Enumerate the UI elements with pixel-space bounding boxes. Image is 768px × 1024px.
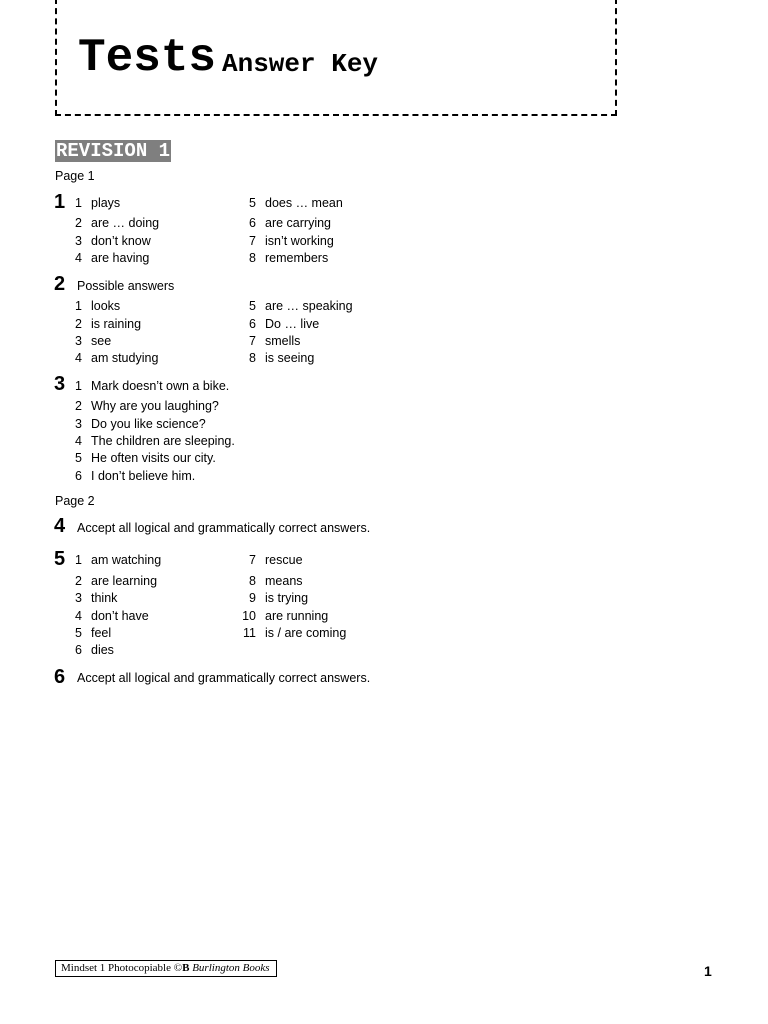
item-number: 1 xyxy=(75,553,82,567)
item-number: 4 xyxy=(75,251,82,265)
page-subtitle: Answer Key xyxy=(222,49,379,79)
answer-text: are learning xyxy=(91,574,158,588)
answer-text: dies xyxy=(91,643,114,657)
answer-text: looks xyxy=(91,299,121,313)
item-number: 5 xyxy=(75,626,82,640)
item-number: 1 xyxy=(75,379,82,393)
answer-text: Why are you laughing? xyxy=(91,399,219,413)
page-title: Tests xyxy=(78,32,217,84)
exercise-number-3: 3 xyxy=(54,373,66,395)
item-number: 2 xyxy=(75,216,82,230)
answer-text: Do … live xyxy=(265,317,320,331)
item-number: 11 xyxy=(243,626,256,640)
answer-text: is seeing xyxy=(265,351,315,365)
item-number: 5 xyxy=(75,451,82,465)
exercise-4-note: Accept all logical and grammatically correct answers. xyxy=(77,521,371,535)
item-number: 4 xyxy=(75,351,82,365)
answer-text: rescue xyxy=(265,553,303,567)
answer-text: are carrying xyxy=(265,216,331,230)
answer-text: is raining xyxy=(91,317,142,331)
section-label: REVISION 1 xyxy=(56,140,171,162)
answer-text: don’t have xyxy=(91,609,149,623)
answer-text: are having xyxy=(91,251,150,265)
answer-text: see xyxy=(91,334,112,348)
exercise-number-2: 2 xyxy=(54,273,66,295)
answer-text: is / are coming xyxy=(265,626,347,640)
answer-text: remembers xyxy=(265,251,329,265)
item-number: 3 xyxy=(75,591,82,605)
item-number: 10 xyxy=(242,609,256,623)
item-number: 8 xyxy=(249,574,256,588)
item-number: 9 xyxy=(249,591,256,605)
page-number: 1 xyxy=(704,963,712,979)
item-number: 7 xyxy=(249,553,256,567)
answer-text: is trying xyxy=(265,591,309,605)
exercise-number-6: 6 xyxy=(54,666,66,688)
answer-text: Mark doesn’t own a bike. xyxy=(91,379,230,393)
item-number: 3 xyxy=(75,334,82,348)
item-number: 1 xyxy=(75,299,82,313)
exercise-2-note: Possible answers xyxy=(77,279,175,293)
answer-text: smells xyxy=(265,334,301,348)
page-label-1: Page 1 xyxy=(55,169,95,183)
item-number: 2 xyxy=(75,399,82,413)
answer-text: feel xyxy=(91,626,112,640)
item-number: 5 xyxy=(249,299,256,313)
exercise-6-note: Accept all logical and grammatically correct answers. xyxy=(77,671,371,685)
answer-text: think xyxy=(91,591,118,605)
item-number: 6 xyxy=(75,469,82,483)
item-number: 6 xyxy=(75,643,82,657)
answer-text: Do you like science? xyxy=(91,417,206,431)
exercise-number-1: 1 xyxy=(54,191,66,213)
item-number: 3 xyxy=(75,234,82,248)
item-number: 6 xyxy=(249,317,256,331)
answer-text: means xyxy=(265,574,303,588)
footer-copyright xyxy=(55,960,277,977)
item-number: 7 xyxy=(249,234,256,248)
item-number: 4 xyxy=(75,434,82,448)
exercise-number-4: 4 xyxy=(54,515,66,537)
item-number: 4 xyxy=(75,609,82,623)
answer-text: don’t know xyxy=(91,234,151,248)
answer-text: plays xyxy=(91,196,121,210)
exercise-number-5: 5 xyxy=(54,548,66,570)
item-number: 8 xyxy=(249,351,256,365)
answer-text: does … mean xyxy=(265,196,343,210)
answer-text: are … speaking xyxy=(265,299,353,313)
answer-text: He often visits our city. xyxy=(91,451,216,465)
answer-text: are running xyxy=(265,609,329,623)
item-number: 3 xyxy=(75,417,82,431)
publisher-name: Burlington Books xyxy=(192,962,270,974)
answer-text: am watching xyxy=(91,553,162,567)
answer-text: are … doing xyxy=(91,216,160,230)
item-number: 6 xyxy=(249,216,256,230)
item-number: 7 xyxy=(249,334,256,348)
footer-text: Mindset 1 Photocopiable © xyxy=(61,962,183,974)
answer-text: isn’t working xyxy=(265,234,334,248)
page-label-2: Page 2 xyxy=(55,494,95,508)
item-number: 5 xyxy=(249,196,256,210)
item-number: 2 xyxy=(75,317,82,331)
answer-text: I don’t believe him. xyxy=(91,469,196,483)
publisher-logo: B xyxy=(182,962,190,974)
item-number: 1 xyxy=(75,196,82,210)
answer-text: am studying xyxy=(91,351,159,365)
item-number: 2 xyxy=(75,574,82,588)
item-number: 8 xyxy=(249,251,256,265)
answer-text: The children are sleeping. xyxy=(91,434,235,448)
